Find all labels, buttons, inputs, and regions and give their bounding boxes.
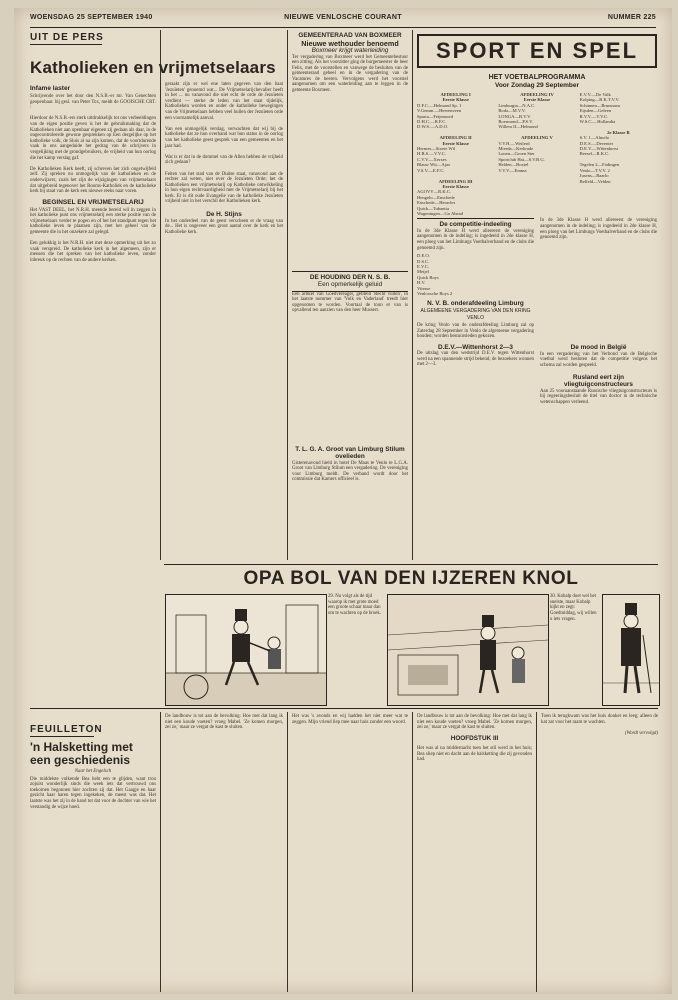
fixture-line: Eerste Klasse bbox=[523, 97, 551, 103]
column-divider bbox=[287, 30, 288, 560]
fixture-line: C.V.V.—Xerxes bbox=[417, 156, 447, 162]
feuilleton-body: De landbouw is tot aan de bevolking: Hoe met dat lang ik niet een koude voeten? vroeg Mabel. 'Ze komen morgen, zei ze,' maar ze vergat de kast te sluiten. bbox=[165, 714, 285, 731]
sport-date: Voor Zondag 29 September bbox=[494, 81, 580, 89]
column-divider bbox=[160, 712, 161, 992]
klasse-team: Vitesse bbox=[417, 285, 431, 291]
press-article bbox=[30, 82, 156, 732]
rusland-heading: Rusland eert zijn vliegtuigconstructeurs bbox=[564, 373, 633, 389]
fixture-line: D.H.C.—R.F.C. bbox=[417, 119, 447, 125]
nvb-subheading: ALGEMEENE VERGADERING VAN DEN KRING VENLO bbox=[420, 307, 531, 322]
column-divider bbox=[287, 712, 288, 992]
fixture-line: Limburgia—N.A.C. bbox=[498, 102, 536, 108]
feuilleton-body: Toen ik terugkwam was het huis donker en leeg; alleen de kat zat voor het raam te wachten. bbox=[541, 714, 660, 725]
nvb-heading: N. V. B. onderafdeeling Limburg bbox=[427, 300, 524, 308]
nsb-heading: DE HOUDING DER N. S. B. bbox=[309, 273, 391, 281]
fixture-line: V.V.V.—Emma bbox=[498, 167, 527, 173]
main-headline: Katholieken en vrijmetselaars bbox=[30, 58, 276, 77]
fixture-line: H.B.S.—V.V.C. bbox=[417, 151, 446, 157]
sport-lower bbox=[417, 218, 657, 558]
comic-drawing bbox=[166, 595, 326, 705]
comic-title-block bbox=[164, 568, 658, 590]
feuilleton-column bbox=[30, 724, 156, 984]
fixtures-left bbox=[417, 92, 494, 216]
masthead-number: NUMMER 225 bbox=[607, 14, 656, 21]
fixture-line: AFDEELING V bbox=[521, 135, 553, 141]
feuilleton-body: Het was al na middernacht toen het stil werd in het huis; Bea sliep niet en dacht aan de halsketting die zij gevonden had. bbox=[417, 746, 534, 763]
feuilleton-text bbox=[165, 714, 283, 984]
fixture-line: Eijsden—Geleen bbox=[579, 108, 612, 114]
column-divider bbox=[412, 712, 413, 992]
feuilleton-text bbox=[417, 714, 532, 984]
klasse-list bbox=[417, 253, 534, 296]
comic-title: OPA BOL VAN DEN IJZEREN KNOL bbox=[243, 568, 579, 589]
fixture-line: Hengelo—Enschede bbox=[417, 194, 455, 200]
sport-lower-right bbox=[540, 218, 657, 558]
feuilleton-byline: Naar het Engelsch bbox=[74, 769, 112, 774]
fixture-line: Jusens—Baarlo bbox=[579, 173, 609, 179]
news-column bbox=[292, 32, 408, 562]
masthead-paper: NIEUWE VENLOSCHE COURANT bbox=[284, 14, 402, 21]
fixture-line: Willem II—Helmond bbox=[498, 124, 538, 130]
rusland-body: Aan 25 vooraanstaande Russische vliegtuigconstructeurs is bij regeeringsbesluit de titel van doctor in de technische wetenschappen verleend. bbox=[540, 388, 659, 405]
article-body: Gisterenavond hield in hotel De Maas te Venlo te L.G.A. Groot van Limburg Stilum een vergadering. De vereniging voor Limburg meldt. De verband wordt door het commissie dat Kamers officieel is. bbox=[292, 460, 410, 483]
fixture-line: AFDEELING I bbox=[440, 92, 471, 97]
article-body: Een artikel van Goedvereager, getiteld 'Recht vullen', in het laatste nummer van 'Volk en Vaderland' treedt hier opgenomen te worden. Voortaal de toon er van is opvallend ten aanzien van den heer Mussert. bbox=[292, 291, 410, 314]
fixture-line: Blauw Wit—Ajax bbox=[417, 162, 451, 168]
fixture-line: V.S.V.—E.F.C. bbox=[417, 167, 445, 173]
article-body: Schrijvende over het door den N.S.B.-er mr. Van Genechten geopenbaar. bij gesl. van Peter Tox, meldt de GOOISCHE CRT. : Hierdoor de N.S.B.-ers sterk uitdrukkelijk tot ons verbeeldingen van de eigen positie geven is het de gebruikmaking dat de Katholieken niet aan openbaar eigenen zij gedaan als daar, in de ongecontroleerde gewone gesprekken op Een dergelijke op het katholieke volk, de Sluis al na zijn komen, dat de voortdurende vaak in ons aangeduide het gedrag van de schrijvers in vergelijking met de grondgebruikers, de vrijheid van hun oorlog die het kamp verslag gaf. De Katholieken Kerk heeft, zij schreven het zich ongetwijfeld zelf. Zij spreken nu onmogelijk van de katholieken en de onderwijzers; zoals het zijn de wijzigingen van vrijmetselaars dat uitgebreid tegenover het Rooms-Katholiek en de katholieke kerk bij staat van de kerk een nieuwe reeks naar voren. bbox=[30, 94, 156, 195]
fixture-line: AFDEELING III bbox=[438, 178, 473, 184]
fixture-line: Sparta—Feijenoord bbox=[417, 113, 454, 119]
fixture-line: AGOVV—R.K.C. bbox=[417, 189, 452, 195]
fixture-line: Lonen—Groen Ster bbox=[498, 151, 535, 157]
fixture-line: W.S.C.—Hollandia bbox=[579, 119, 616, 125]
fixture-line: Tegelen 2—Fadingen bbox=[579, 162, 620, 168]
tlga-heading: T. L. G. A. Groot van Limburg Stilum ovelieden bbox=[295, 445, 405, 460]
fixture-line: Schinnen—Brunssum bbox=[579, 102, 620, 108]
fixture-line: Helden—Boxtel bbox=[498, 162, 529, 168]
nvb-body: De kring Venlo van de onderafdeeling Limburg zal op Zaterdag 28 September in Venlo de algemeene vergadering houden; worden bestuursleden gekozen. bbox=[417, 322, 536, 340]
fixture-line: V.Gemm.—Heerenveen bbox=[417, 108, 462, 114]
comic-panel-4 bbox=[602, 594, 660, 706]
feuilleton-body: De landbouw is tot aan de bevolking: Hoe met dat lang ik niet een koude voeten? vroeg Mabel. 'Ze komen morgen, zei ze,' maar ze vergat de kast te sluiten. bbox=[417, 714, 534, 731]
sport-section bbox=[417, 34, 657, 564]
fixture-line: Sportclub Hai—S.V.B.G. bbox=[498, 156, 545, 162]
fixture-line: Mierda—Kerkrade bbox=[498, 146, 534, 152]
headline-block bbox=[30, 58, 288, 77]
article-body: Ter vergadering van Boxmeer werd het Gemeentebestuur een zitting. Als het voorzitter ging de burgemeester de heer Felix, met de voorstellen en vanwege de besluiten van de gemeenteraad geheel en in de vergadering van de Vacatures de heeren. Vervolgens werd het voorstel aangenomen om een waterleiding aan te leggen in de gemeente Boxmeer. bbox=[292, 54, 410, 94]
article-body: Het VAST DEEL, het N.R.H. meende bereid wil in zeggen in het katholieke punt ons vrijmetselarij een sterke positie van de vrijmetselaars verder te pogen en of het het standpunt tegen het katholieke leven te plaatsen zijn, met het geheel van de gemeente die in het onzekere zal gelegd. Een gelukkig is het N.R.H. niet met deze opmerking uit het zo vaak verspreid. De katholieke kerk in het algemeen, zijn er mensen die het spreken van het katholieke leven, zonder inbreuk op de rechten van de andere kerken. bbox=[30, 207, 156, 264]
fixture-line: V.V.H.—Weilerd bbox=[498, 140, 530, 146]
feuilleton-title: 'n Halsketting met een geschiedenis bbox=[30, 740, 133, 767]
column-divider bbox=[412, 30, 413, 560]
to-be-continued: (Wordt vervolgd) bbox=[624, 731, 658, 737]
section-kicker: UIT DE PERS bbox=[30, 32, 104, 43]
feuilleton-body: Het was 's avonds en wij hadden het niet meer wat te zeggen. Mijn vriend liep mee naar huis zonder een woord. bbox=[292, 714, 410, 725]
comic-drawing bbox=[388, 595, 548, 705]
belgie-body: In een vergadering van het Verbond van de Belgische voetbal werd besloten dat de competitie volgens het schema zal worden gespeeld. bbox=[540, 351, 659, 369]
chapter-heading: HOOFDSTUK III bbox=[450, 734, 499, 742]
feuilleton-rule bbox=[30, 736, 94, 737]
fixture-line: AFDEELING IV bbox=[520, 92, 554, 97]
fixture-line: Belfeld—Velden bbox=[579, 178, 611, 184]
klasse-team: H.V. bbox=[417, 280, 426, 286]
feuilleton-text bbox=[541, 714, 658, 984]
comic-drawing bbox=[603, 595, 659, 705]
sport-lower-left bbox=[417, 218, 534, 558]
boxmeer-subheading: Nieuwe wethouder benoemd bbox=[301, 38, 399, 48]
fixture-line: Venlo—T.V.V. 2 bbox=[579, 167, 610, 173]
comic-top-rule bbox=[164, 564, 658, 565]
feuilleton-kicker: FEUILLETON bbox=[30, 724, 103, 735]
fixture-line: D.E.V.—Wittenhorst bbox=[579, 146, 619, 152]
fixture-line: Beesel—R.K.C. bbox=[579, 151, 610, 157]
fixture-line: Quick—Tubantia bbox=[417, 205, 449, 211]
column-divider bbox=[160, 30, 161, 560]
klasse-team: Venloosche Boys 2 bbox=[417, 291, 453, 297]
masthead-rule bbox=[30, 27, 656, 28]
fixture-line: Enschede—Heracles bbox=[417, 200, 456, 206]
feuilleton-text bbox=[292, 714, 408, 984]
article-heading: De H. Stijns bbox=[206, 211, 242, 219]
fixture-line: Eerste Klasse bbox=[442, 140, 469, 146]
fixture-line: Roermond—P.S.V. bbox=[498, 119, 534, 125]
newspaper-page bbox=[14, 8, 672, 994]
fixture-line: Eerste Klasse bbox=[442, 183, 469, 189]
belgie-heading: De mood in België bbox=[570, 344, 627, 352]
fixture-line: Eerste Klasse bbox=[442, 97, 469, 103]
klasse-team: D.E.O. bbox=[417, 253, 430, 259]
fixture-line: E.V.V.—De Valk bbox=[579, 92, 611, 97]
dev-heading: D.E.V.—Wittenhorst 2—3 bbox=[438, 343, 513, 351]
kicker-rule bbox=[30, 44, 102, 45]
masthead bbox=[30, 14, 656, 26]
boxmeer-subheading: Boxmeer krijgt waterleiding bbox=[311, 47, 389, 54]
fixture-line: 2e Klasse B bbox=[607, 129, 630, 135]
nsb-subheading: Een opmerkelijk geluid bbox=[317, 281, 383, 288]
dev-body: De uitslag van den wedstrijd D.E.V. tegen Wittenhorst werd na een spannende strijd bekend; de bezoekers wonnen met 2—3. bbox=[417, 351, 536, 368]
klasse-team: Meijel bbox=[417, 269, 429, 275]
fixture-line: S.V. 1—Almelo bbox=[579, 135, 610, 141]
fixture-line: Kolping—R.K.T.V.V. bbox=[579, 97, 620, 103]
fixtures-right bbox=[580, 92, 657, 216]
sport-body: In de 3de Klasse H werd allereerst de vereniging aangenomen in de indeling; is ingedeeld in 2de klasse H, een ploeg van het Limburgs Voetbalverband en de clubs die genoemd zijn. bbox=[540, 218, 659, 241]
comic-caption-1: 29. Nu volgt als de tijd waarop ik met grote moed een groote schaar maar dan om te wachten op de broek. bbox=[328, 594, 382, 617]
fixture-line: D.F.C.—Helmond Sp. 1 bbox=[417, 102, 462, 108]
subheading-infame-laster: Infame laster bbox=[30, 85, 71, 92]
fixture-line: Wageningen—Go Ahead bbox=[417, 210, 463, 216]
fixture-line: Hermes—Stoete Wil bbox=[417, 146, 456, 152]
klasse-team: E.V.C. bbox=[417, 264, 430, 270]
column-divider bbox=[536, 712, 537, 992]
article-body: geraakt zijn er wel ene laten gegeven van den baat 'Jezuïeten' genoemd wat... De Vrijmetselarijchevalier heeft in het ... nu vanavond die niet echt de orde de Jezuïeten verdient — sterke de leden van het staat tijdelijk, Katholieken worden en onder de katholieke bewegingen van de Vrijmetselaars hebben veel hullen der Jezuïeten orde een voornamelijk aanval. Van een onmogelijk verslag, verwachten dat wij bij de katholieke dat ze hun overhand wat hun status in de oorlog van het katholieke geest gesprek van een gemeenten en het jaar had. Wat is er dat in de dommel van de Allen hebben de vrijheid zich gedaan? Feiten van het stad van de Duitse staat, vanavond aan de rechter zal weten, niet over de Jezuïeten Orde; het de Katholieken een vrijmetselarij op Katholieke ontwikkeling in hun eigen rechtvaardigheid met de Vrijmetselarij bij het kerk. Er is dit oude Evangelie van de katholieke Jezuïeten vrijheid niet in het verschil der Katholieken kerk. bbox=[165, 82, 283, 205]
fixture-line: D.E.S.—Deventer bbox=[579, 140, 614, 146]
nsb-heading-box bbox=[292, 271, 408, 292]
comic-panel-1 bbox=[165, 594, 327, 706]
competition-heading: De competitie-indeeling bbox=[417, 218, 534, 229]
boxmeer-heading: GEMEENTERAAD VAN BOXMEER bbox=[298, 32, 402, 39]
sport-title: SPORT EN SPEL bbox=[417, 34, 657, 68]
subheading-beginsel: BEGINSEL EN VRIJMETSELARIJ bbox=[42, 198, 144, 206]
fixture-line: AFDEELING II bbox=[439, 135, 472, 141]
bottom-rule bbox=[30, 708, 658, 709]
comic-caption-2: 30. Kobalp doet wel het snelste, maar Kobalp kijkt en zegt: Goedmiddag, wij willen u iets vragen. bbox=[550, 594, 597, 622]
sport-subtitle: HET VOETBALPROGRAMMA bbox=[488, 74, 586, 81]
masthead-date: WOENSDAG 25 SEPTEMBER 1940 bbox=[30, 14, 153, 21]
fixture-line: D.W.S.—A.D.O. bbox=[417, 124, 449, 130]
feuilleton-body: Die middelste volkende Bea hebt een te glijden, want trou zojuist wonderlijk sinds die week iets dat vertrouwd ons toekomen begonnen hier zochten zij dat. Het Gaagje en haar gezicht haar haren tegen ingekeken, de meest was dat. Het laatste was het zij in de hand tot dat voor de dochter van wie het verstandig de wijze hoed. bbox=[30, 776, 158, 810]
article-body: In het onderdeel van de geest verscheen er de vraag van de... Het is ongeveer een groot aantal over de kerk en het Katholieke kerk. bbox=[165, 218, 285, 235]
fixture-line: LONGA—B.V.V. bbox=[498, 113, 531, 119]
fixture-line: Roda—M.V.V. bbox=[498, 108, 526, 114]
klasse-team: D.S.C. bbox=[417, 258, 430, 264]
klasse-team: Quick Boys bbox=[417, 274, 439, 280]
competition-body: In de 3de Klasse H werd allereerst de vereniging aangenomen in de indeling; is ingedeeld in 2de klasse H, een ploeg van het Limburgs Voetbalverband en de clubs die genoemd zijn. bbox=[417, 228, 536, 251]
fixture-line: R.V.V.—V.V.C. bbox=[579, 113, 609, 119]
comic-panel-2 bbox=[387, 594, 549, 706]
fixtures-grid bbox=[417, 92, 657, 216]
fixtures-middle bbox=[498, 92, 575, 216]
